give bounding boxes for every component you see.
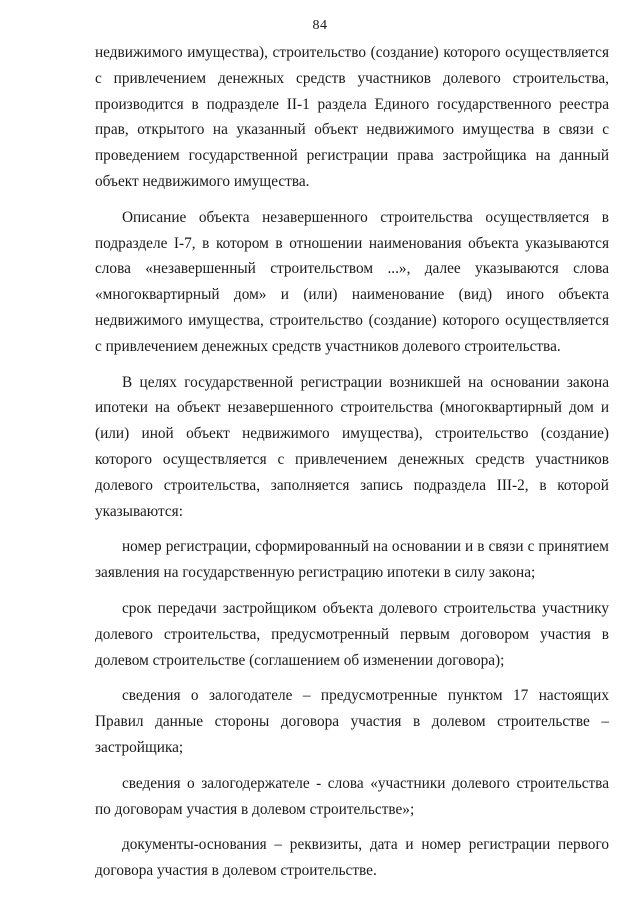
list-item-pledgor-info: сведения о залогодателе – предусмотренные пунктом 17 настоящих Правил данные стороны договора участия в долевом строительстве – застройщика;	[95, 687, 609, 756]
page-number: 84	[312, 18, 328, 33]
list-item-pledgee-info: сведения о залогодержателе - слова «участники долевого строительства по договорам участия в долевом строительстве»;	[95, 774, 609, 818]
document-body	[95, 40, 609, 884]
paragraph-object-description: Описание объекта незавершенного строительства осуществляется в подразделе I-7, в котором в отношении наименования объекта указываются слова «незавершенный строительством ...», далее указываются слова «многоквартирный дом» и (или) наименование (вид) иного объекта недвижимого имущества, строительство (создание) которого осуществляется с привлечением денежных средств участников долевого строительства.	[95, 208, 609, 355]
paragraph-mortgage-registration: В целях государственной регистрации возникшей на основании закона ипотеки на объект незавершенного строительства (многоквартирный дом и (или) иной объект недвижимого имущества), строительство (создание) которого осуществляется с привлечением денежных средств участников долевого строительства, заполняется запись подраздела III-2, в которой указываются:	[95, 373, 609, 520]
paragraph-continuation: недвижимого имущества), строительство (создание) которого осуществляется с привлечением денежных средств участников долевого строительства, производится в подразделе II-1 раздела Единого государственного реестра прав, открытого на указанный объект недвижимого имущества в связи с проведением государственной регистрации права застройщика на данный объект недвижимого имущества.	[95, 44, 609, 190]
list-item-transfer-deadline: срок передачи застройщиком объекта долевого строительства участнику долевого строительства, предусмотренный первым договором участия в долевом строительстве (соглашением об изменении договора);	[95, 599, 609, 669]
list-item-registration-number: номер регистрации, сформированный на основании и в связи с принятием заявления на государственную регистрацию ипотеки в силу закона;	[95, 538, 609, 582]
list-item-basis-documents: документы-основания – реквизиты, дата и номер регистрации первого договора участия в долевом строительстве.	[95, 836, 609, 880]
